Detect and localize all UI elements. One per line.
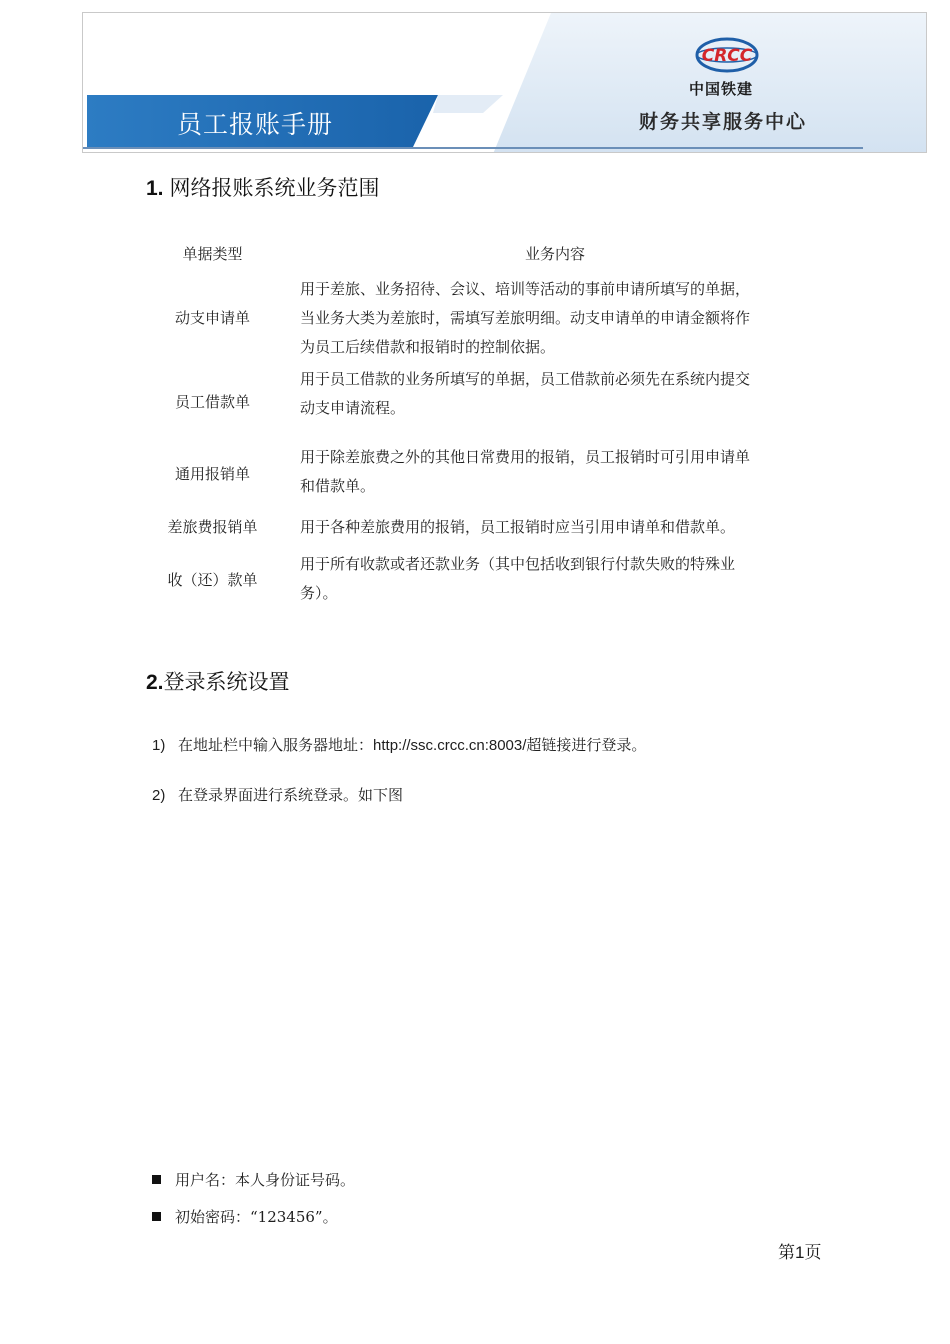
table-row-content (300, 443, 810, 501)
table-row-type: 动支申请单 (174, 309, 250, 327)
content-line: 用于各种差旅费用的报销，员工报销时应当引用申请单和借款单。 (300, 518, 736, 536)
section-1-heading (146, 172, 380, 202)
table-row-content (300, 275, 810, 362)
content-line: 用于除差旅费之外的其他日常费用的报销，员工报销时可引用申请单 (300, 448, 751, 466)
department-name: 财务共享服务中心 (639, 111, 808, 133)
section-1-title: 网络报账系统业务范围 (169, 176, 380, 200)
step-marker: 2) (152, 787, 166, 804)
table-row-type: 差旅费报销单 (167, 518, 258, 536)
page-suffix: 页 (804, 1243, 822, 1263)
step-marker: 1) (152, 737, 166, 754)
brand-name: 中国铁建 (689, 80, 754, 98)
header-banner (82, 12, 927, 153)
bullet-square-icon (152, 1212, 161, 1221)
content-line: 当业务大类为差旅时，需填写差旅明细。动支申请单的申请金额将作 (300, 309, 751, 327)
bullet-username (152, 1169, 355, 1190)
server-url-link[interactable]: http://ssc.crcc.cn:8003/ (373, 737, 527, 754)
banner-divider (83, 147, 863, 149)
table-row-content (300, 513, 810, 542)
table-row-type: 通用报销单 (174, 465, 250, 483)
bullet-password (152, 1206, 338, 1227)
section-2-heading (146, 666, 290, 696)
bullet-square-icon (152, 1175, 161, 1184)
table-header-content: 业务内容 (524, 245, 585, 263)
content-line: 用于员工借款的业务所填写的单据，员工借款前必须先在系统内提交 (300, 370, 751, 388)
step-suffix: 超链接进行登录。 (526, 736, 647, 754)
table-row-type: 员工借款单 (174, 393, 250, 411)
content-line: 动支申请流程。 (300, 399, 406, 417)
manual-title: 员工报账手册 (177, 110, 334, 139)
content-line: 为员工后续借款和报销时的控制依据。 (300, 338, 556, 356)
page-number (778, 1238, 821, 1263)
step-1 (152, 734, 646, 755)
table-header-type: 单据类型 (182, 245, 243, 263)
content-line: 用于所有收款或者还款业务（其中包括收到银行付款失败的特殊业 (300, 555, 736, 573)
content-line: 用于差旅、业务招待、会议、培训等活动的事前申请所填写的单据， (300, 280, 751, 298)
section-2-number: 2. (146, 671, 164, 694)
step-2 (152, 784, 403, 805)
step-prefix: 在地址栏中输入服务器地址： (178, 736, 374, 754)
section-1-number: 1. (146, 177, 164, 200)
crcc-logo-icon (692, 35, 762, 75)
table-row-content (300, 550, 810, 608)
table-row-content (300, 365, 810, 423)
page-number-value: 1 (795, 1243, 805, 1262)
table-row-type: 收（还）款单 (167, 571, 258, 589)
logo-text: CRCC (701, 46, 753, 66)
bullet-text: 初始密码：“123456”。 (175, 1208, 338, 1226)
section-2-title: 登录系统设置 (163, 670, 290, 694)
page-prefix: 第 (778, 1243, 795, 1263)
content-line: 和借款单。 (300, 477, 376, 495)
content-line: 务）。 (300, 584, 338, 602)
step-text: 在登录界面进行系统登录。如下图 (178, 786, 404, 804)
bullet-text: 用户名：本人身份证号码。 (175, 1171, 356, 1189)
